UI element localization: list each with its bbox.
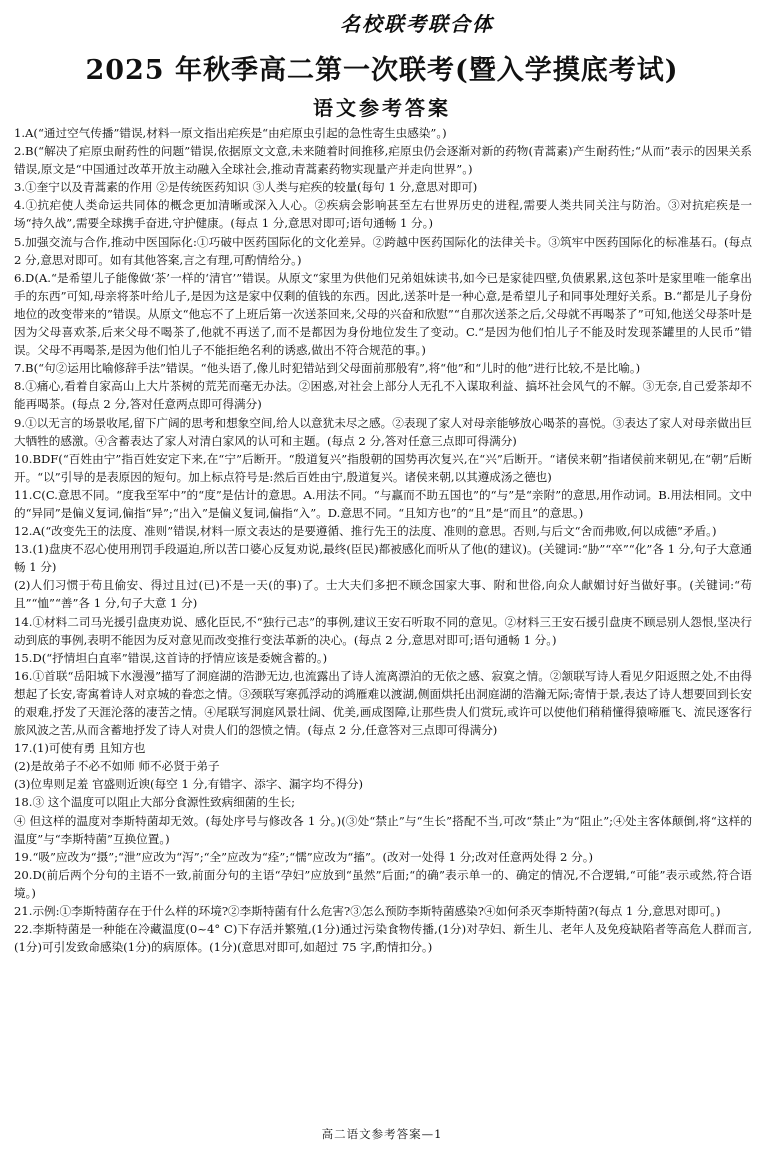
answer-item: 18.③ 这个温度可以阻止大部分食源性致病细菌的生长; [14,795,296,810]
answer-item: 21.示例:①李斯特菌存在于什么样的环境?②李斯特菌有什么危害?③怎么预防李斯特菌感染?④如何杀灭李斯特菌?(每点 1 分,意思对即可。) [14,904,721,919]
answer-item: 6.D(A.“是希望儿子能像做‘茶’一样的‘清官’”错误。从原文“家里为供他们兄弟姐妹读书,如今已是家徒四壁,负债累累,这包茶叶是家里唯一能拿出手的东西”可知,母亲将茶叶给儿子,是因为这是家中仅剩的值钱的东西。因此,送茶叶是一种心意,是希望儿子和同事处理好关系。B.“都是儿子身份地位的改变带来的”错误。从原文“他忘不了上班后第一次送茶回来,父母的兴奋和欣慰”“自那次送茶之后,父母就不再喝茶了”可知,他送父母茶叶是因为父母喜欢茶,后来父母不喝茶了,他就不再送了,而不是都因为身份地位发生了变动。C.“是因为他们怕儿子不能及时发现茶罐里的人民币”错误。父母不再喝茶,是因为他们怕儿子不能拒绝名利的诱惑,做出不符合规范的事。) [14,270,752,358]
answer-item: 4.①抗疟使人类命运共同体的概念更加清晰或深入人心。②疾病会影响甚至左右世界历史的进程,需要人类共同关注与防治。③对抗疟疾是一场“持久战”,需要全球携手奋进,守护健康。(每点 1 分,意思对即可;语句通畅 1 分。) [14,198,752,231]
answer-item: 3.①奎宁以及青蒿素的作用 ②是传统医药知识 ③人类与疟疾的较量(每句 1 分,意思对即可) [14,180,478,195]
answer-item: 16.①首联“岳阳城下水漫漫”描写了洞庭湖的浩渺无边,也流露出了诗人流离漂泊的无依之感、寂寞之情。②颔联写诗人看见夕阳返照之处,不由得想起了长安,寄寓着诗人对京城的眷恋之情。③颈联写寒孤浮动的鸿雁难以渡湖,侧面烘托出洞庭湖的浩瀚无际;寄情于景,表达了诗人想要回到长安的艰难,抒发了天涯沦落的凄苦之情。④尾联写洞庭风景壮阔、优美,画成图障,让那些贵人们赏玩,或许可以使他们稍稍懂得猿啼雁飞、流民逐客行旅风波之苦,从而含蓄地抒发了诗人对贵人们的怨愤之情。(每点 2 分,任意答对三点即可得满分) [14,668,752,738]
answer-item: 19.“吸”应改为“摄”;“泄”应改为“泻”;“全”应改为“痊”;“懦”应改为“搐”。(改对一处得 1 分;改对任意两处得 2 分。) [14,849,594,864]
page-footer: 高二语文参考答案—1 [321,1127,443,1141]
answer-item: 2.B(“解决了疟原虫耐药性的问题”错误,依据原文文意,未来随着时间推移,疟原虫仍会逐渐对新的药物(青蒿素)产生耐药性;“从而”表示的因果关系错误,原文是“中国通过改革开放主动融入全球社会,推动青蒿素药物实现量产并走向世界”。) [14,144,752,177]
answer-item: 15.D(“抒情坦白直率”错误,这首诗的抒情应该是委婉含蓄的。) [14,650,328,665]
exam-title: 2025 年秋季高二第一次联考(暨入学摸底考试) [85,55,679,86]
brand-title: 名校联考联合体 [340,12,494,36]
answer-item: 20.D(前后两个分句的主语不一致,前面分句的主语“孕妇”应放到“虽然”后面;“的确”表示单一的、确定的情况,不合逻辑,“可能”表示或然,符合语境。) [14,867,752,900]
answer-item: 12.A(“改变先王的法度、准则”错误,材料一原文表达的是要遵循、推行先王的法度、准则的意思。否则,与后文“舍而弗败,何以成德”矛盾。) [14,524,717,539]
answer-item: 5.加强交流与合作,推动中医国际化:①巧破中医药国际化的文化差异。②跨越中医药国际化的法律关卡。③筑牢中医药国际化的标准基石。(每点 2 分,意思对即可。如有其他答案,言之有理,可酌情给分。) [14,234,752,267]
answer-item: 11.C(C.意思不同。“度我至军中”的“度”是估计的意思。A.用法不同。“与赢而不助五国也”的“与”是“亲附”的意思,用作动词。B.用法相同。文中的“异同”是偏义复词,偏指“异”;“出入”是偏义复词,偏指“入”。D.意思不同。“且知方也”的“且”是“而且”的意思。) [14,487,752,520]
answer-item: 13.(1)盘庚不忍心使用刑罚手段逼迫,所以苦口婆心反复劝说,最终(臣民)都被感化而听从了他(的建议)。(关键词:“胁”“卒”“化”各 1 分,句子大意通畅 1 分) [14,542,752,575]
answer-item: (2)人们习惯于苟且偷安、得过且过(已)不是一天(的事)了。士大夫们多把不顾念国家大事、附和世俗,向众人献媚讨好当做好事。(关键词:“苟且”“恤”“善”各 1 分,句子大意 1 分) [14,578,752,611]
answer-list [14,124,752,1114]
answer-item: 10.BDF(“百姓由宁”指百姓安定下来,在“宁”后断开。“殷道复兴”指殷朝的国势再次复兴,在“兴”后断开。“诸侯来朝”指诸侯前来朝见,在“朝”后断开。“以”引导的是表原因的短句。加上标点符号是:然后百姓由宁,殷道复兴。诸侯来朝,以其遵成汤之德也) [14,451,752,484]
answer-key-title: 语文参考答案 [313,96,451,120]
answer-item: 8.①痛心,看着自家高山上大片茶树的荒芜而毫无办法。②困惑,对社会上部分人无孔不入谋取利益、搞坏社会风气的不解。③无奈,自己爱茶却不能再喝茶。(每点 2 分,答对任意两点即可得满分) [14,379,752,412]
answer-item: 22.李斯特菌是一种能在冷藏温度(0~4° C)下存活并繁殖,(1分)通过污染食物传播,(1分)对孕妇、新生儿、老年人及免疫缺陷者等高危人群而言,(1分)可引发致命感染(1分)的病原体。(1分)(意思对即可,如超过 75 字,酌情扣分。) [14,922,752,955]
answer-item: (3)位卑则足羞 官盛则近谀(每空 1 分,有错字、添字、漏字均不得分) [14,777,364,792]
answer-item: ④ 但这样的温度对李斯特菌却无效。(每处序号与修改各 1 分。)(③处“禁止”与“生长”搭配不当,可改“禁止”为“阻止”;④处主客体颠倒,将“这样的温度”与“李斯特菌”互换位置。) [14,813,752,846]
answer-item: 1.A(“通过空气传播”错误,材料一原文指出疟疾是“由疟原虫引起的急性寄生虫感染”。) [14,126,447,140]
answer-item: 9.①以无言的场景收尾,留下广阔的思考和想象空间,给人以意犹未尽之感。②表现了家人对母亲能够放心喝茶的喜悦。③表达了家人对母亲做出巨大牺牲的感激。④含蓄表达了家人对清白家风的认可和主题。(每点 2 分,答对任意三点即可得满分) [14,415,752,448]
answer-item: 7.B(“句②运用比喻修辞手法”错误。“他头语了,像儿时犯错站到父母面前那般宥”,将“他”和“儿时的他”进行比较,不是比喻。) [14,361,641,376]
answer-item: 17.(1)可使有勇 且知方也 [14,741,146,756]
answer-item: (2)是故弟子不必不如师 师不必贤于弟子 [14,759,220,774]
answer-item: 14.①材料二司马光援引盘庚劝说、感化臣民,不“独行己志”的事例,建议王安石听取不同的意见。②材料三王安石援引盘庚不顾忌别人怨恨,坚决行动到底的事例,表明不能因为反对意见而改变推行变法革新的决心。(每点 2 分,意思对即可;语句通畅 1 分。) [14,614,752,647]
